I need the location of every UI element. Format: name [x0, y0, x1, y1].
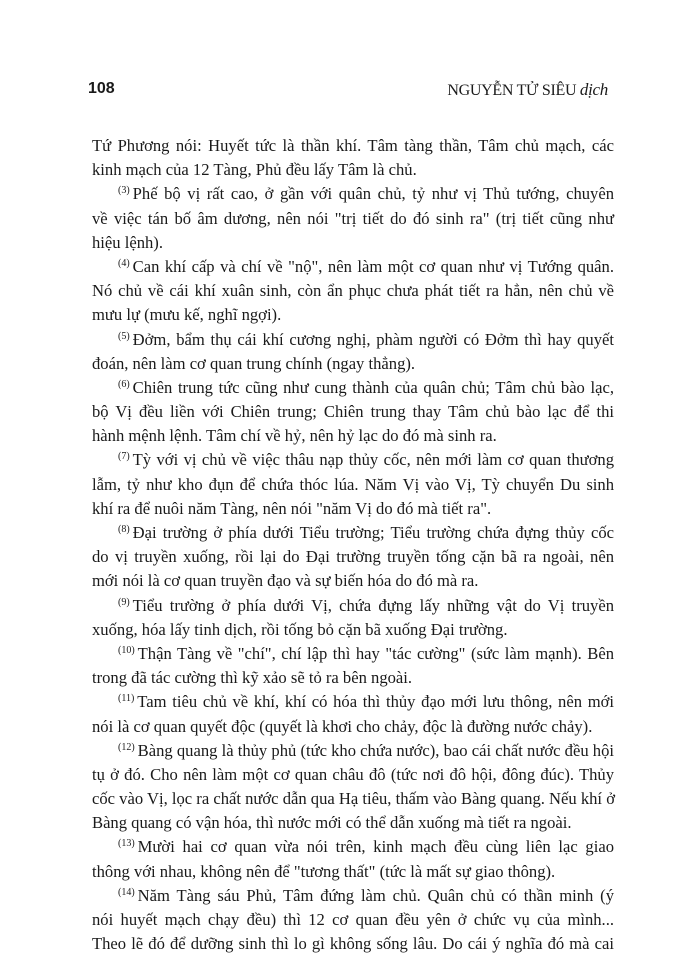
text-line	[92, 642, 614, 666]
line-text: bộ Vị đều liền với Chiên trung; Chiên trung thay Tâm chủ bào lạc để thi	[92, 402, 614, 422]
text-line	[92, 884, 614, 908]
text-line	[92, 134, 614, 158]
text-line	[92, 497, 614, 521]
line-text: lẫm, tỷ như kho đụn để chứa thóc lúa. Năm Vị vào Vị, Tỳ chuyển Du sinh	[92, 474, 614, 494]
footnote-marker: (9)	[118, 596, 130, 608]
line-text: Thận Tàng về "chí", chí lập thì hay "tác cường" (sức làm mạnh). Bên	[137, 643, 614, 663]
line-text: cốc vào Vị, lọc ra chất nước dẫn qua Hạ tiêu, thấm vào Bàng quang. Nếu khí ở	[92, 789, 615, 809]
line-text: Mười hai cơ quan vừa nói trên, kinh mạch đều cùng liên lạc giao	[137, 837, 614, 857]
text-line	[92, 303, 614, 327]
page-number: 108	[88, 80, 115, 97]
line-text: Can khí cấp và chí về "nộ", nên làm một cơ quan như vị Tướng quân.	[132, 256, 614, 276]
running-head-author: NGUYỄN TỬ SIÊU	[447, 82, 577, 99]
footnote-marker: (13)	[118, 838, 135, 850]
text-line	[92, 545, 614, 569]
footnote-marker: (3)	[118, 185, 130, 197]
line-text: Bàng quang là thủy phủ (tức kho chứa nước), bao cái chất nước đều hội	[137, 740, 614, 760]
text-line	[92, 424, 614, 448]
footnote-marker: (10)	[118, 644, 135, 656]
line-text: mưu lự (mưu kế, nghĩ ngợi).	[92, 305, 282, 325]
line-text: Chiên trung tức cũng như cung thành của quân chủ; Tâm chủ bào lạc,	[132, 377, 614, 397]
text-line	[92, 811, 614, 835]
text-line	[92, 352, 614, 376]
line-text: do vị truyền xuống, rồi lại do Đại trường truyền tống cặn bã ra ngoài, nên	[92, 547, 614, 567]
text-line	[92, 255, 614, 279]
line-text: thông với nhau, không nên để "tương thất" (tức là mất sự giao thông).	[92, 861, 556, 881]
text-line	[92, 279, 614, 303]
running-head	[447, 80, 608, 100]
footnote-marker: (7)	[118, 451, 130, 463]
line-text: nói là cơ quan quyết độc (quyết là khơi cho chảy, độc là đường nước chảy).	[92, 716, 593, 736]
footnote-marker: (5)	[118, 330, 130, 342]
text-line	[92, 690, 614, 714]
text-line	[92, 666, 614, 690]
line-text: về việc tán bố âm dương, nên nói "trị tiết do đó sinh ra" (trị tiết cũng như	[92, 208, 614, 228]
text-line	[92, 763, 614, 787]
text-line	[92, 594, 614, 618]
footnote-marker: (12)	[118, 741, 135, 753]
text-line	[92, 231, 614, 255]
running-head-italic: dịch	[579, 80, 608, 99]
footnote-marker: (4)	[118, 257, 130, 269]
text-line	[92, 739, 614, 763]
text-line	[92, 473, 614, 497]
text-line	[92, 182, 614, 206]
text-line	[92, 328, 614, 352]
line-text: Tam tiêu chủ về khí, khí có hóa thì thủy đạo mới lưu thông, nên mới	[137, 692, 614, 712]
line-text: Tỳ với vị chủ về việc thâu nạp thủy cốc, nên mới làm cơ quan thương	[132, 450, 614, 470]
text-line	[92, 400, 614, 424]
line-text: Bàng quang có vận hóa, thì nước mới có thể dẫn xuống mà tiết ra ngoài.	[92, 813, 572, 833]
line-text: hành mệnh lệnh. Tâm chí về hỷ, nên hỷ lạc do đó mà sinh ra.	[92, 426, 497, 446]
line-text: Tiểu trường ở phía dưới Vị, chứa đựng lấy những vật do Vị truyền	[132, 595, 614, 615]
line-text: Theo lẽ đó để dưỡng sinh thì lo gì không sống lâu. Do cái ý nghĩa đó mà cai	[92, 934, 614, 954]
line-text: Tứ Phương nói: Huyết tức là thần khí. Tâm tàng thần, Tâm chủ mạch, các	[92, 136, 614, 155]
text-line	[92, 521, 614, 545]
body-text	[92, 134, 614, 956]
line-text: tụ ở đó. Cho nên làm một cơ quan châu đô (tức nơi đô hội, đông đúc). Thủy	[92, 764, 614, 784]
text-line	[92, 787, 614, 811]
line-text: Đởm, bẩm thụ cái khí cương nghị, phàm người có Đởm thì hay quyết	[132, 329, 614, 349]
text-line	[92, 376, 614, 400]
text-line	[92, 835, 614, 859]
line-text: hiệu lệnh).	[92, 232, 163, 252]
line-text: kinh mạch của 12 Tàng, Phủ đều lấy Tâm là chủ.	[92, 160, 417, 180]
text-line	[92, 448, 614, 472]
line-text: Nó chủ về cái khí xuân sinh, còn ẩn phục chưa phát tiết ra hẳn, nên chủ về	[92, 281, 614, 301]
text-line	[92, 207, 614, 231]
text-line	[92, 908, 614, 932]
text-line	[92, 932, 614, 956]
text-line	[92, 618, 614, 642]
line-text: nói huyết mạch chạy đều) thì 12 cơ quan đều yên ở chức vụ của mình...	[92, 910, 614, 929]
line-text: Năm Tàng sáu Phủ, Tâm đứng làm chủ. Quân chủ có thần minh (ý	[137, 885, 614, 905]
footnote-marker: (14)	[118, 886, 135, 898]
text-line	[92, 569, 614, 593]
line-text: đoán, nên làm cơ quan trung chính (ngay thẳng).	[92, 353, 416, 373]
text-line	[92, 715, 614, 739]
text-line	[92, 860, 614, 884]
footnote-marker: (11)	[118, 693, 135, 705]
line-text: khí ra để nuôi năm Tàng, nên nói "năm Vị do đó mà tiết ra".	[92, 498, 492, 518]
line-text: trong đã tác cường thì kỹ xảo sẽ tỏ ra bên ngoài.	[92, 668, 413, 688]
footnote-marker: (8)	[118, 524, 130, 535]
text-line	[92, 158, 614, 182]
line-text: xuống, hóa lấy tinh dịch, rồi tống bỏ cặn bã xuống Đại trường.	[92, 619, 508, 639]
footnote-marker: (6)	[118, 378, 130, 390]
line-text: Phế bộ vị rất cao, ở gần với quân chủ, tỷ như vị Thủ tướng, chuyên	[132, 184, 614, 204]
line-text: Đại trường ở phía dưới Tiểu trường; Tiểu trường chứa đựng thủy cốc	[132, 523, 614, 542]
line-text: mới nói là cơ quan truyền đạo và sự biến hóa do đó mà ra.	[92, 571, 479, 591]
